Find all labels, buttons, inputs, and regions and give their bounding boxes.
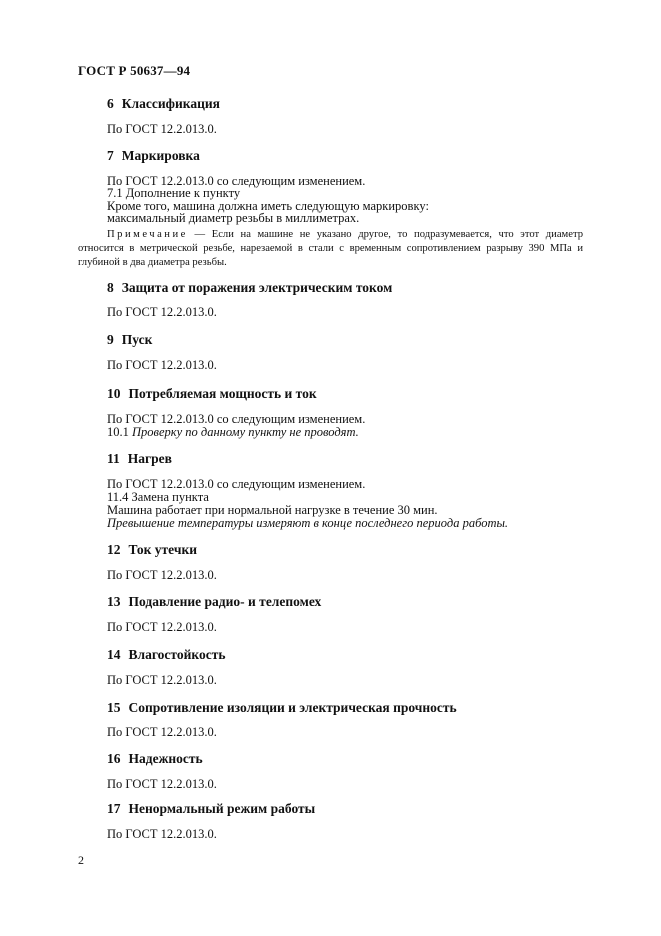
clause-number: 10.1 [107,425,129,439]
section-number: 13 [107,594,121,609]
section-15-heading [107,700,457,716]
section-11-line-1: По ГОСТ 12.2.013.0 со следующим изменением. [107,477,366,491]
section-number: 8 [107,280,114,295]
section-title: Пуск [121,332,153,347]
section-15-text: По ГОСТ 12.2.013.0. [107,725,217,739]
section-16-heading [107,751,203,767]
section-7-line-3: Кроме того, машина должна иметь следующую маркировку: [107,199,429,213]
section-number: 7 [107,148,114,163]
section-9-heading [107,332,152,348]
section-number: 9 [107,332,114,347]
section-8-text: По ГОСТ 12.2.013.0. [107,305,217,319]
section-17-heading [107,801,315,817]
section-title: Влагостойкость [128,647,226,662]
section-12-heading [107,542,197,558]
section-number: 10 [107,386,121,401]
section-7-heading [107,148,200,164]
note-label: Примечание [107,229,188,240]
section-number: 15 [107,700,121,715]
section-title: Сопротивление изоляции и электрическая прочность [128,700,457,715]
document-header: ГОСТ Р 50637—94 [78,63,191,78]
page-number: 2 [78,853,84,867]
section-13-heading [107,594,321,610]
section-7-line-2: 7.1 Дополнение к пункту [107,186,241,200]
section-title: Нагрев [127,451,172,466]
clause-text: Проверку по данному пункту не проводят. [132,425,359,439]
section-11-heading [107,451,172,467]
section-number: 14 [107,647,121,662]
section-title: Классификация [121,96,220,111]
section-10-heading [107,386,317,402]
note-text: — Если на машине не указано другое, то подразумевается, что этот диаметр относится в метрической резьбе, нарезаемой в стали с временным сопротивлением разрыву 390 МПа и глубиной в два диаметра резьбы. [78,229,583,268]
section-number: 11 [107,451,120,466]
section-11-line-3: Машина работает при нормальной нагрузке в течение 30 мин. [107,503,438,517]
section-title: Маркировка [121,148,200,163]
section-6-text: По ГОСТ 12.2.013.0. [107,122,217,136]
section-title: Надежность [128,751,203,766]
section-14-heading [107,647,225,663]
section-16-text: По ГОСТ 12.2.013.0. [107,777,217,791]
section-title: Ненормальный режим работы [128,801,316,816]
section-10-line-2 [107,425,359,440]
section-10-line-1: По ГОСТ 12.2.013.0 со следующим изменением. [107,412,366,426]
section-number: 17 [107,801,121,816]
section-13-text: По ГОСТ 12.2.013.0. [107,620,217,634]
section-title: Подавление радио- и телепомех [128,594,322,609]
section-11-line-4: Превышение температуры измеряют в конце последнего периода работы. [107,516,509,530]
section-11-line-2: 11.4 Замена пункта [107,490,209,504]
section-7-line-4: максимальный диаметр резьбы в миллиметрах. [107,211,360,225]
section-7-line-1: По ГОСТ 12.2.013.0 со следующим изменением. [107,174,366,188]
section-title: Защита от поражения электрическим током [121,280,393,295]
section-9-text: По ГОСТ 12.2.013.0. [107,358,217,372]
section-number: 12 [107,542,121,557]
section-17-text: По ГОСТ 12.2.013.0. [107,827,217,841]
section-8-heading [107,280,392,296]
section-number: 6 [107,96,114,111]
section-14-text: По ГОСТ 12.2.013.0. [107,673,217,687]
section-number: 16 [107,751,121,766]
section-12-text: По ГОСТ 12.2.013.0. [107,568,217,582]
section-7-note [78,228,583,270]
section-title: Потребляемая мощность и ток [128,386,317,401]
section-6-heading [107,96,220,112]
section-title: Ток утечки [128,542,198,557]
